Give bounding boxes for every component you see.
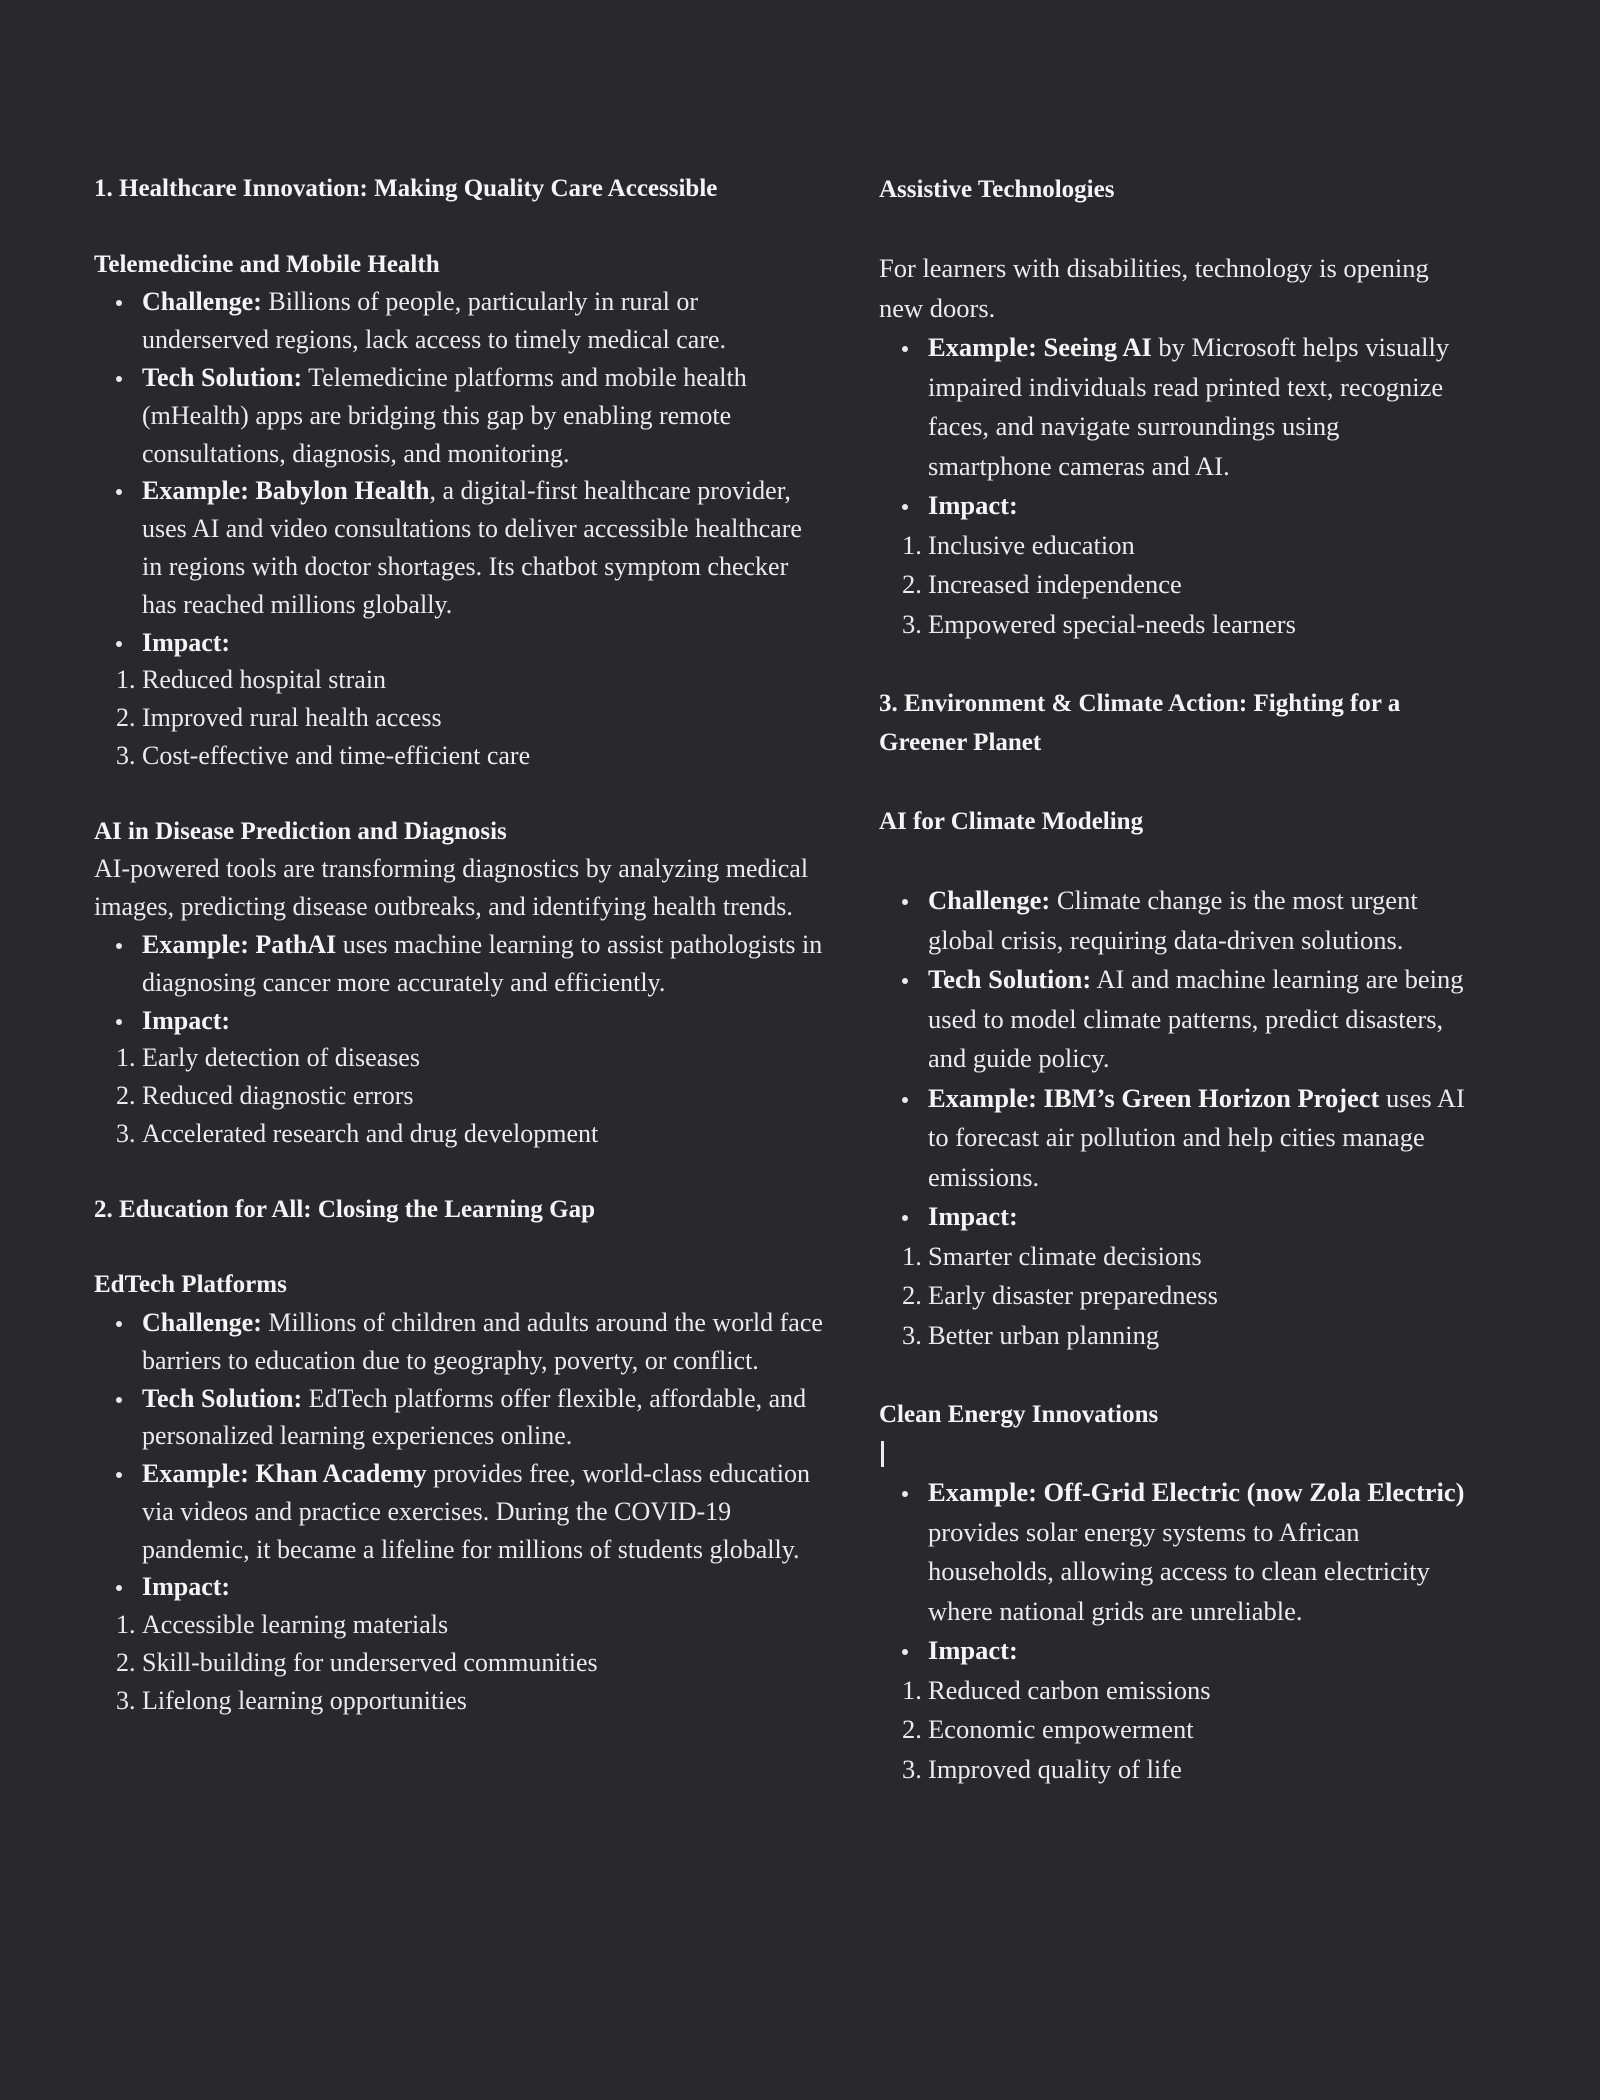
bullet-item bbox=[142, 359, 824, 472]
item-text: Improved rural health access bbox=[142, 703, 442, 733]
item-number: 3. bbox=[902, 1753, 922, 1784]
bullet-label: Impact: bbox=[142, 1572, 231, 1602]
bullet-label: Impact: bbox=[928, 490, 1018, 520]
item-number: 2. bbox=[902, 1714, 922, 1744]
item-text: Economic empowerment bbox=[928, 1714, 1194, 1744]
bullet-label: Example: Khan Academy bbox=[142, 1459, 427, 1489]
spacer bbox=[879, 210, 1469, 250]
item-text: Early detection of diseases bbox=[142, 1043, 420, 1073]
bullet-text: provides solar energy systems to African households, allowing access to clean electricity where national grids are unreliable. bbox=[928, 1516, 1430, 1626]
item-number: 2. bbox=[116, 703, 136, 733]
bullet-item bbox=[142, 926, 824, 1002]
numbered-item bbox=[902, 1316, 1469, 1356]
text-cursor[interactable] bbox=[881, 1441, 884, 1467]
paragraph: For learners with disabilities, technology is opening new doors. bbox=[879, 253, 1429, 323]
item-text: Cost-effective and time-efficient care bbox=[142, 740, 531, 770]
subheading-assistive: Assistive Technologies bbox=[879, 176, 1115, 203]
item-text: Reduced diagnostic errors bbox=[142, 1081, 414, 1111]
bullet-item bbox=[928, 486, 1469, 526]
bullet-label: Impact: bbox=[142, 627, 231, 657]
bullet-label: Impact: bbox=[928, 1635, 1018, 1665]
bullet-label: Tech Solution: bbox=[142, 1383, 303, 1413]
numbered-item bbox=[902, 605, 1469, 645]
numbered-item bbox=[116, 1039, 824, 1077]
numbered-list bbox=[94, 1039, 824, 1152]
item-text: Improved quality of life bbox=[928, 1753, 1182, 1784]
numbered-item bbox=[902, 1671, 1469, 1711]
bullet-list bbox=[94, 926, 824, 1039]
numbered-item bbox=[902, 526, 1469, 566]
item-text: Better urban planning bbox=[928, 1319, 1160, 1350]
subheading-ai-diagnosis: AI in Disease Prediction and Diagnosis bbox=[94, 817, 507, 845]
bullet-label: Example: PathAI bbox=[142, 929, 337, 959]
bullet-item bbox=[928, 328, 1469, 486]
bullet-label: Impact: bbox=[142, 1005, 231, 1035]
bullet-label: Example: Babylon Health bbox=[142, 476, 430, 506]
spacer bbox=[94, 1228, 824, 1266]
item-text: Inclusive education bbox=[928, 529, 1135, 560]
item-number: 3. bbox=[116, 1685, 136, 1715]
numbered-item bbox=[902, 565, 1469, 605]
bullet-text: AI and machine learning are being used to model climate patterns, predict disasters, and guide policy. bbox=[928, 964, 1464, 1073]
numbered-list bbox=[879, 1671, 1469, 1790]
numbered-item bbox=[116, 1077, 824, 1115]
item-text: Reduced carbon emissions bbox=[928, 1674, 1211, 1705]
spacer bbox=[879, 644, 1469, 684]
item-text: Increased independence bbox=[928, 569, 1182, 599]
bullet-text: uses AI to forecast air pollution and help cities manage emissions. bbox=[928, 1082, 1465, 1192]
subheading-climate-modeling: AI for Climate Modeling bbox=[879, 808, 1144, 835]
numbered-item bbox=[116, 1606, 824, 1644]
item-text: Lifelong learning opportunities bbox=[142, 1685, 467, 1715]
bullet-label: Impact: bbox=[928, 1201, 1018, 1231]
item-text: Smarter climate decisions bbox=[928, 1240, 1202, 1271]
item-number: 2. bbox=[902, 569, 922, 599]
bullet-item bbox=[928, 960, 1469, 1079]
bullet-list bbox=[94, 283, 824, 661]
bullet-text: EdTech platforms offer flexible, affordable, and personalized learning experiences online. bbox=[142, 1383, 807, 1451]
bullet-item bbox=[142, 1002, 824, 1040]
spacer bbox=[94, 1153, 824, 1191]
bullet-item bbox=[928, 1197, 1469, 1237]
bullet-text: Millions of children and adults around the world face barriers to education due to geography, poverty, or conflict. bbox=[142, 1307, 823, 1375]
spacer bbox=[94, 208, 824, 246]
subheading-telemedicine: Telemedicine and Mobile Health bbox=[94, 250, 440, 278]
numbered-list bbox=[94, 661, 824, 774]
bullet-label: Example: IBM’s Green Horizon Project bbox=[928, 1082, 1380, 1113]
bullet-label: Example: Seeing AI bbox=[928, 332, 1152, 362]
numbered-item bbox=[116, 1644, 824, 1682]
item-text: Skill-building for underserved communities bbox=[142, 1648, 598, 1678]
paragraph: AI-powered tools are transforming diagnostics by analyzing medical images, predicting disease outbreaks, and identifying health trends. bbox=[94, 854, 809, 922]
bullet-label: Challenge: bbox=[142, 1307, 262, 1337]
numbered-item bbox=[116, 661, 824, 699]
bullet-list bbox=[879, 328, 1469, 526]
item-number: 3. bbox=[116, 1118, 136, 1148]
bullet-list bbox=[879, 881, 1469, 1237]
spacer bbox=[94, 775, 824, 813]
item-number: 2. bbox=[902, 1280, 922, 1310]
bullet-label: Example: Off-Grid Electric (now Zola Electric) bbox=[928, 1477, 1465, 1507]
spacer bbox=[879, 842, 1469, 882]
bullet-label: Challenge: bbox=[142, 287, 262, 317]
numbered-item bbox=[116, 1682, 824, 1720]
bullet-text: by Microsoft helps visually impaired individuals read printed text, recognize faces, and navigate surroundings using smartphone cameras and AI. bbox=[928, 332, 1450, 481]
numbered-item bbox=[902, 1710, 1469, 1750]
numbered-list bbox=[879, 526, 1469, 645]
bullet-text: Telemedicine platforms and mobile health (mHealth) apps are bridging this gap by enabling remote consultations, diagnosis, and monitoring. bbox=[142, 362, 747, 468]
bullet-label: Challenge: bbox=[928, 885, 1051, 915]
item-number: 3. bbox=[116, 740, 136, 770]
section-heading-healthcare: 1. Healthcare Innovation: Making Quality Care Accessible bbox=[94, 175, 718, 202]
bullet-text: Climate change is the most urgent global crisis, requiring data-driven solutions. bbox=[928, 885, 1418, 955]
bullet-list bbox=[879, 1473, 1469, 1671]
item-number: 1. bbox=[902, 529, 922, 560]
item-number: 1. bbox=[116, 1043, 136, 1073]
item-number: 2. bbox=[116, 1648, 136, 1678]
bullet-item bbox=[928, 1079, 1469, 1198]
numbered-item bbox=[116, 737, 824, 775]
item-text: Reduced hospital strain bbox=[142, 665, 387, 695]
numbered-list bbox=[879, 1237, 1469, 1356]
item-text: Empowered special-needs learners bbox=[928, 608, 1296, 639]
item-text: Accessible learning materials bbox=[142, 1610, 449, 1640]
item-number: 3. bbox=[902, 608, 922, 639]
item-number: 2. bbox=[116, 1081, 136, 1111]
bullet-item bbox=[142, 624, 824, 662]
bullet-item bbox=[142, 1455, 824, 1568]
bullet-label: Tech Solution: bbox=[928, 964, 1092, 994]
subheading-edtech: EdTech Platforms bbox=[94, 1271, 287, 1299]
bullet-list bbox=[94, 1304, 824, 1606]
subheading-clean-energy: Clean Energy Innovations bbox=[879, 1400, 1159, 1428]
bullet-item bbox=[928, 1631, 1469, 1671]
bullet-item bbox=[142, 472, 824, 623]
right-column bbox=[879, 170, 1469, 1789]
bullet-item bbox=[142, 1568, 824, 1606]
numbered-item bbox=[116, 699, 824, 737]
item-number: 3. bbox=[902, 1319, 922, 1350]
bullet-text: uses machine learning to assist pathologists in diagnosing cancer more accurately and efficiently. bbox=[142, 929, 823, 997]
bullet-item bbox=[928, 881, 1469, 960]
section-heading-environment: 3. Environment & Climate Action: Fighting for a Greener Planet bbox=[879, 689, 1401, 756]
item-number: 1. bbox=[116, 665, 136, 695]
section-heading-education: 2. Education for All: Closing the Learning Gap bbox=[94, 1195, 595, 1223]
bullet-text: provides free, world-class education via videos and practice exercises. During the COVID-19 pandemic, it became a lifeline for millions of students globally. bbox=[142, 1459, 810, 1564]
numbered-item bbox=[902, 1276, 1469, 1316]
bullet-label: Tech Solution: bbox=[142, 362, 303, 392]
left-column bbox=[94, 170, 824, 1720]
bullet-item bbox=[142, 1304, 824, 1380]
spacer bbox=[879, 763, 1469, 803]
item-text: Early disaster preparedness bbox=[928, 1280, 1218, 1310]
bullet-text: , a digital-first healthcare provider, uses AI and video consultations to deliver accessible healthcare in regions with doctor shortages. Its chatbot symptom checker has reached millions globally. bbox=[142, 476, 802, 619]
bullet-text: Billions of people, particularly in rural or underserved regions, lack access to timely medical care. bbox=[142, 287, 727, 355]
numbered-item bbox=[902, 1237, 1469, 1277]
spacer bbox=[879, 1355, 1469, 1395]
bullet-item bbox=[928, 1473, 1469, 1631]
item-text: Accelerated research and drug development bbox=[142, 1118, 599, 1148]
numbered-item bbox=[902, 1750, 1469, 1790]
bullet-item bbox=[142, 1380, 824, 1456]
numbered-list bbox=[94, 1606, 824, 1719]
numbered-item bbox=[116, 1115, 824, 1153]
bullet-item bbox=[142, 283, 824, 359]
item-number: 1. bbox=[902, 1240, 922, 1271]
item-number: 1. bbox=[116, 1610, 136, 1640]
item-number: 1. bbox=[902, 1674, 922, 1705]
